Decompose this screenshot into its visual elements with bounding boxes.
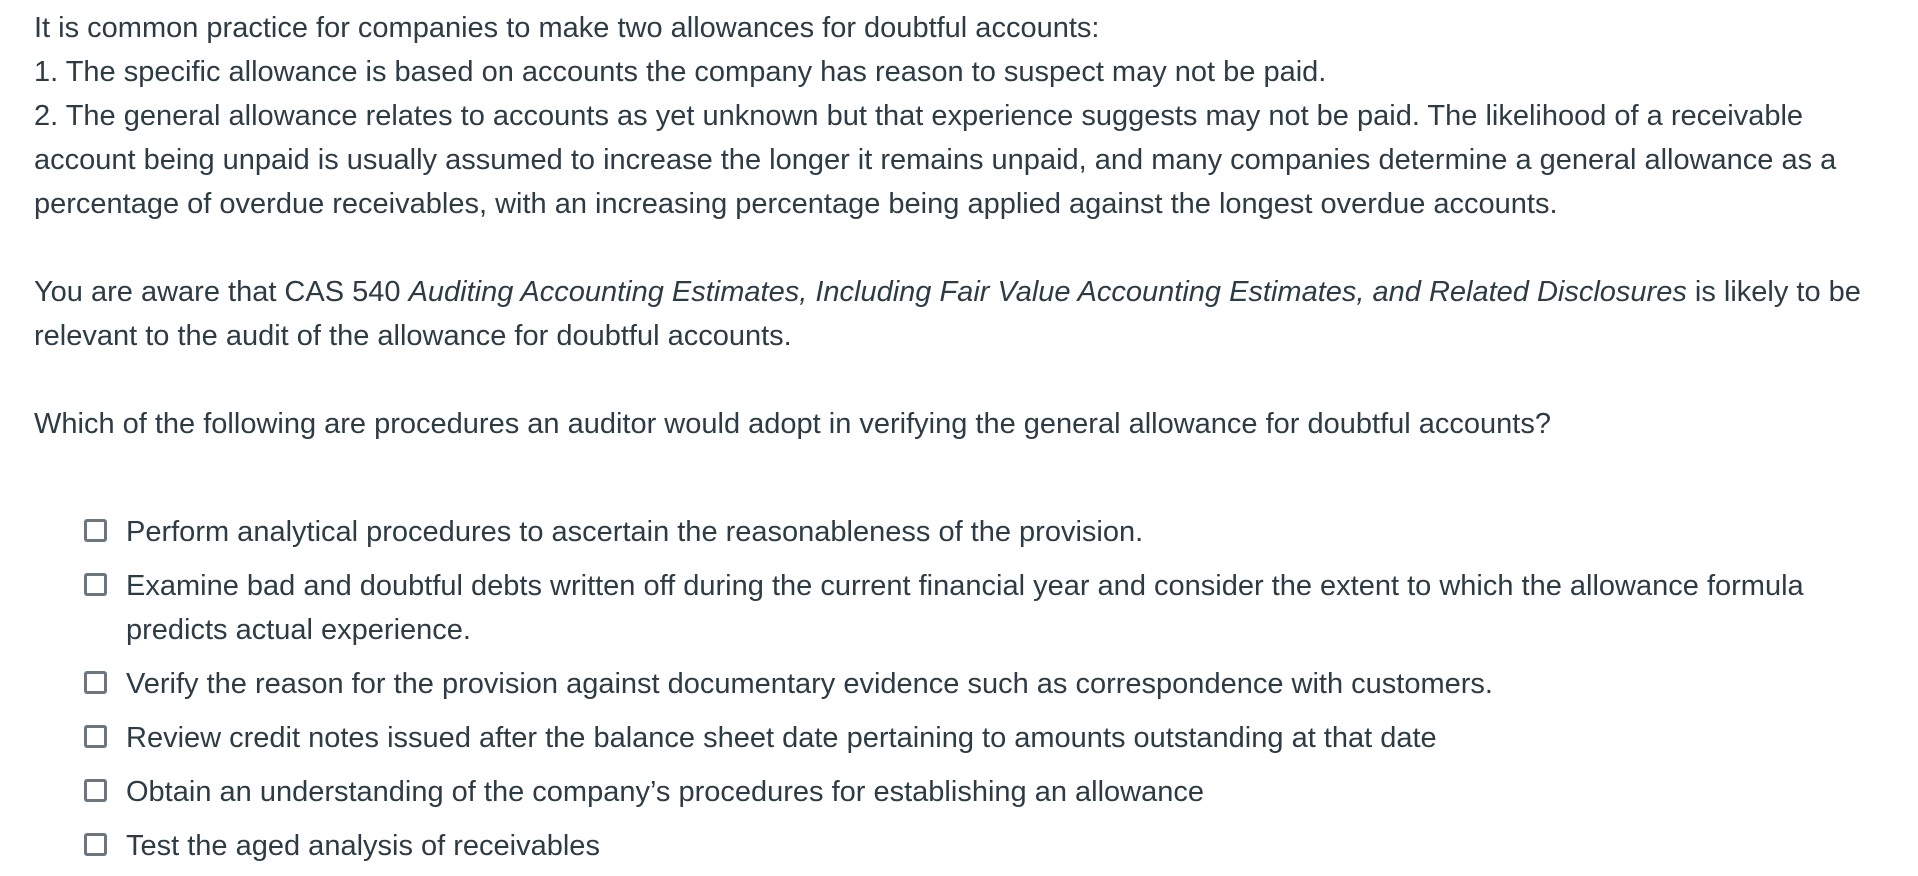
checkbox[interactable] — [84, 779, 107, 802]
standard-reference — [34, 270, 1894, 358]
checkbox[interactable] — [84, 671, 107, 694]
intro-line-general-allowance: 2. The general allowance relates to accounts as yet unknown but that experience suggests may not be paid. The likelihood of a receivable account being unpaid is usually assumed to increase the longer it remains unpaid, and many companies determine a general allowance as a percentage of overdue receivables, with an increasing percentage being applied against the longest overdue accounts. — [34, 100, 1837, 220]
standard-title: Auditing Accounting Estimates, Including Fair Value Accounting Estimates, and Related Disclosures — [408, 276, 1687, 308]
intro-line-specific-allowance: 1. The specific allowance is based on accounts the company has reason to suspect may not be paid. — [34, 56, 1327, 88]
checkbox[interactable] — [84, 573, 107, 596]
answer-option-label: Verify the reason for the provision against documentary evidence such as correspondence with customers. — [126, 668, 1493, 700]
answer-option[interactable] — [84, 770, 1894, 814]
answer-option[interactable] — [84, 824, 1894, 868]
checkbox[interactable] — [84, 725, 107, 748]
answer-option[interactable] — [84, 564, 1894, 652]
question-text: Which of the following are procedures an auditor would adopt in verifying the general allowance for doubtful accounts? — [34, 408, 1551, 440]
intro-text — [34, 6, 1894, 226]
answer-option-label: Examine bad and doubtful debts written off during the current financial year and consider the extent to which the allowance formula predicts actual experience. — [126, 570, 1804, 646]
answer-option-label: Test the aged analysis of receivables — [126, 830, 600, 862]
answer-option[interactable] — [84, 510, 1894, 554]
answer-option[interactable] — [84, 716, 1894, 760]
answer-option-label: Perform analytical procedures to ascertain the reasonableness of the provision. — [126, 516, 1144, 548]
answer-option-label: Review credit notes issued after the balance sheet date pertaining to amounts outstanding at that date — [126, 722, 1437, 754]
answer-option-label: Obtain an understanding of the company’s procedures for establishing an allowance — [126, 776, 1204, 808]
checkbox[interactable] — [84, 519, 107, 542]
answer-option[interactable] — [84, 662, 1894, 706]
intro-line-1: It is common practice for companies to make two allowances for doubtful accounts: — [34, 12, 1100, 44]
answer-options — [34, 510, 1894, 868]
checkbox[interactable] — [84, 833, 107, 856]
standard-prefix: You are aware that CAS 540 — [34, 276, 409, 308]
standard-suffix: is likely to be relevant to the audit of the allowance for doubtful accounts. — [34, 276, 1861, 352]
